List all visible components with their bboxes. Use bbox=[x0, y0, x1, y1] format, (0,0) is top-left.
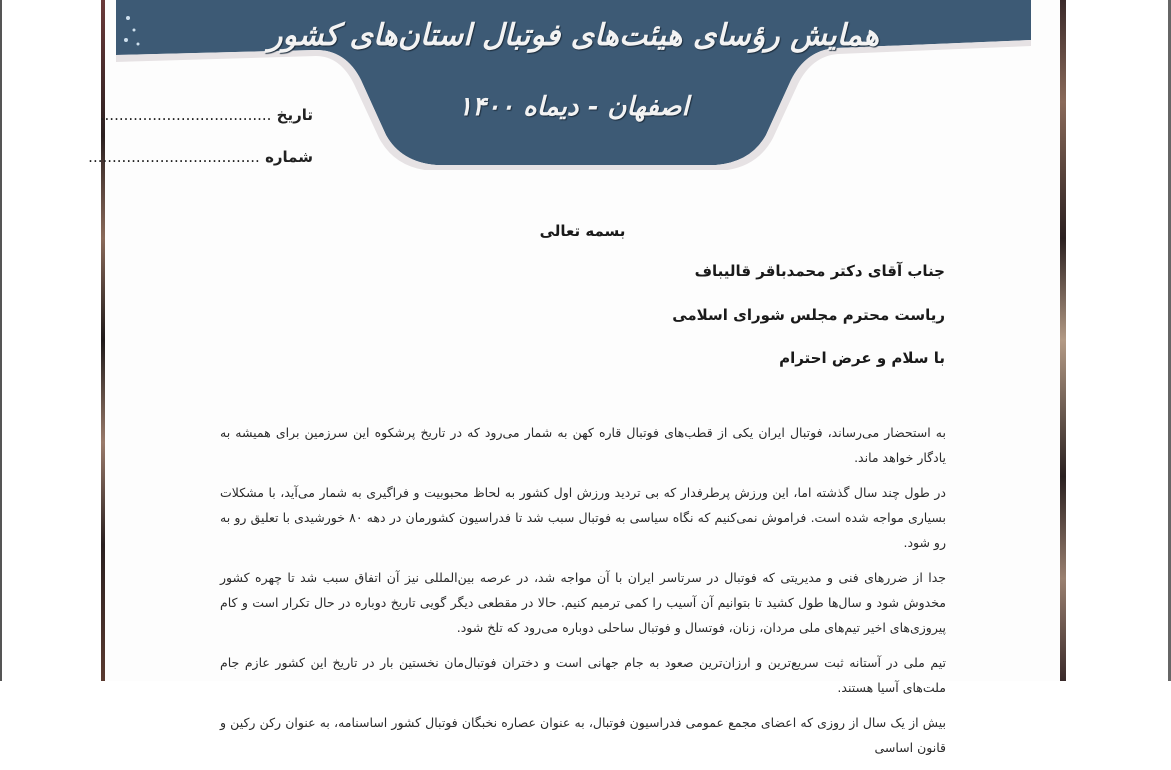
window-border-left bbox=[0, 0, 2, 681]
recipient-title: ریاست محترم مجلس شورای اسلامی bbox=[672, 306, 945, 324]
letterhead-banner bbox=[116, 0, 1031, 170]
paragraph: به استحضار می‌رساند، فوتبال ایران یکی از قطب‌های فوتبال قاره کهن به شمار می‌رود که در تاریخ پرشکوه این سرزمین برای همیشه به یادگار خواهد ماند. bbox=[220, 425, 946, 465]
recipient-name: جناب آقای دکتر محمدباقر قالیباف bbox=[694, 262, 945, 280]
conference-location-date: اصفهان - دیماه ۱۴۰۰ bbox=[458, 92, 689, 122]
paragraph: در طول چند سال گذشته اما، این ورزش پرطرفدار که بی تردید ورزش اول کشور به لحاظ محبوبیت و فراگیری به شمار می‌آید، با مشکلات بسیاری مواجه شده است. فراموش نمی‌کنیم که نگاه سیاسی به فوتبال سبب شد تا فدراسیون کشورمان در دهه ۸۰ خورشیدی با تعلیق رو به رو شود. bbox=[220, 485, 946, 550]
paragraph: بیش از یک سال از روزی که اعضای مجمع عمومی فدراسیون فوتبال، به عنوان عصاره نخبگان فوتبال کشور اساسنامه، به عنوان رکن رکین و قانون اساسی bbox=[220, 715, 946, 755]
paragraph: جدا از ضررهای فنی و مدیریتی که فوتبال در سرتاسر ایران با آن مواجه شد، در عرصه بین‌المللی نیز آن اتفاق سبب شد تا چهره کشور مخدوش شود و سال‌ها طول کشید تا بتوانیم آن آسیب را کمی ترمیم کنیم. حالا در مقطعی دیگر گویی تاریخ دوباره در حال تکرار است و کام پیروزی‌های اخیر تیم‌های ملی مردان، زنان، فوتسال و فوتبال ساحلی دوباره می‌رود که تلخ شود. bbox=[220, 570, 946, 635]
number-field bbox=[88, 148, 313, 166]
basmala: بسمه تعالی bbox=[539, 222, 626, 240]
conference-title: همایش رؤسای هیئت‌های فوتبال استان‌های کشور bbox=[267, 18, 880, 53]
paragraph: تیم ملی در آستانه ثبت سریع‌ترین و ارزان‌ترین صعود به جام جهانی است و دختران فوتبال‌مان نخستین بار در تاریخ این کشور عازم جام ملت‌های آسیا هستند. bbox=[220, 655, 946, 695]
number-label: شماره bbox=[265, 148, 313, 166]
letter-body bbox=[220, 420, 946, 770]
date-label: تاریخ bbox=[276, 106, 313, 124]
letter-page bbox=[88, 0, 1060, 755]
date-value: .................................... bbox=[99, 106, 272, 124]
greeting: با سلام و عرض احترام bbox=[779, 349, 945, 367]
date-field bbox=[99, 106, 313, 124]
number-value: .................................... bbox=[88, 148, 260, 166]
scan-edge-right bbox=[1060, 0, 1066, 681]
